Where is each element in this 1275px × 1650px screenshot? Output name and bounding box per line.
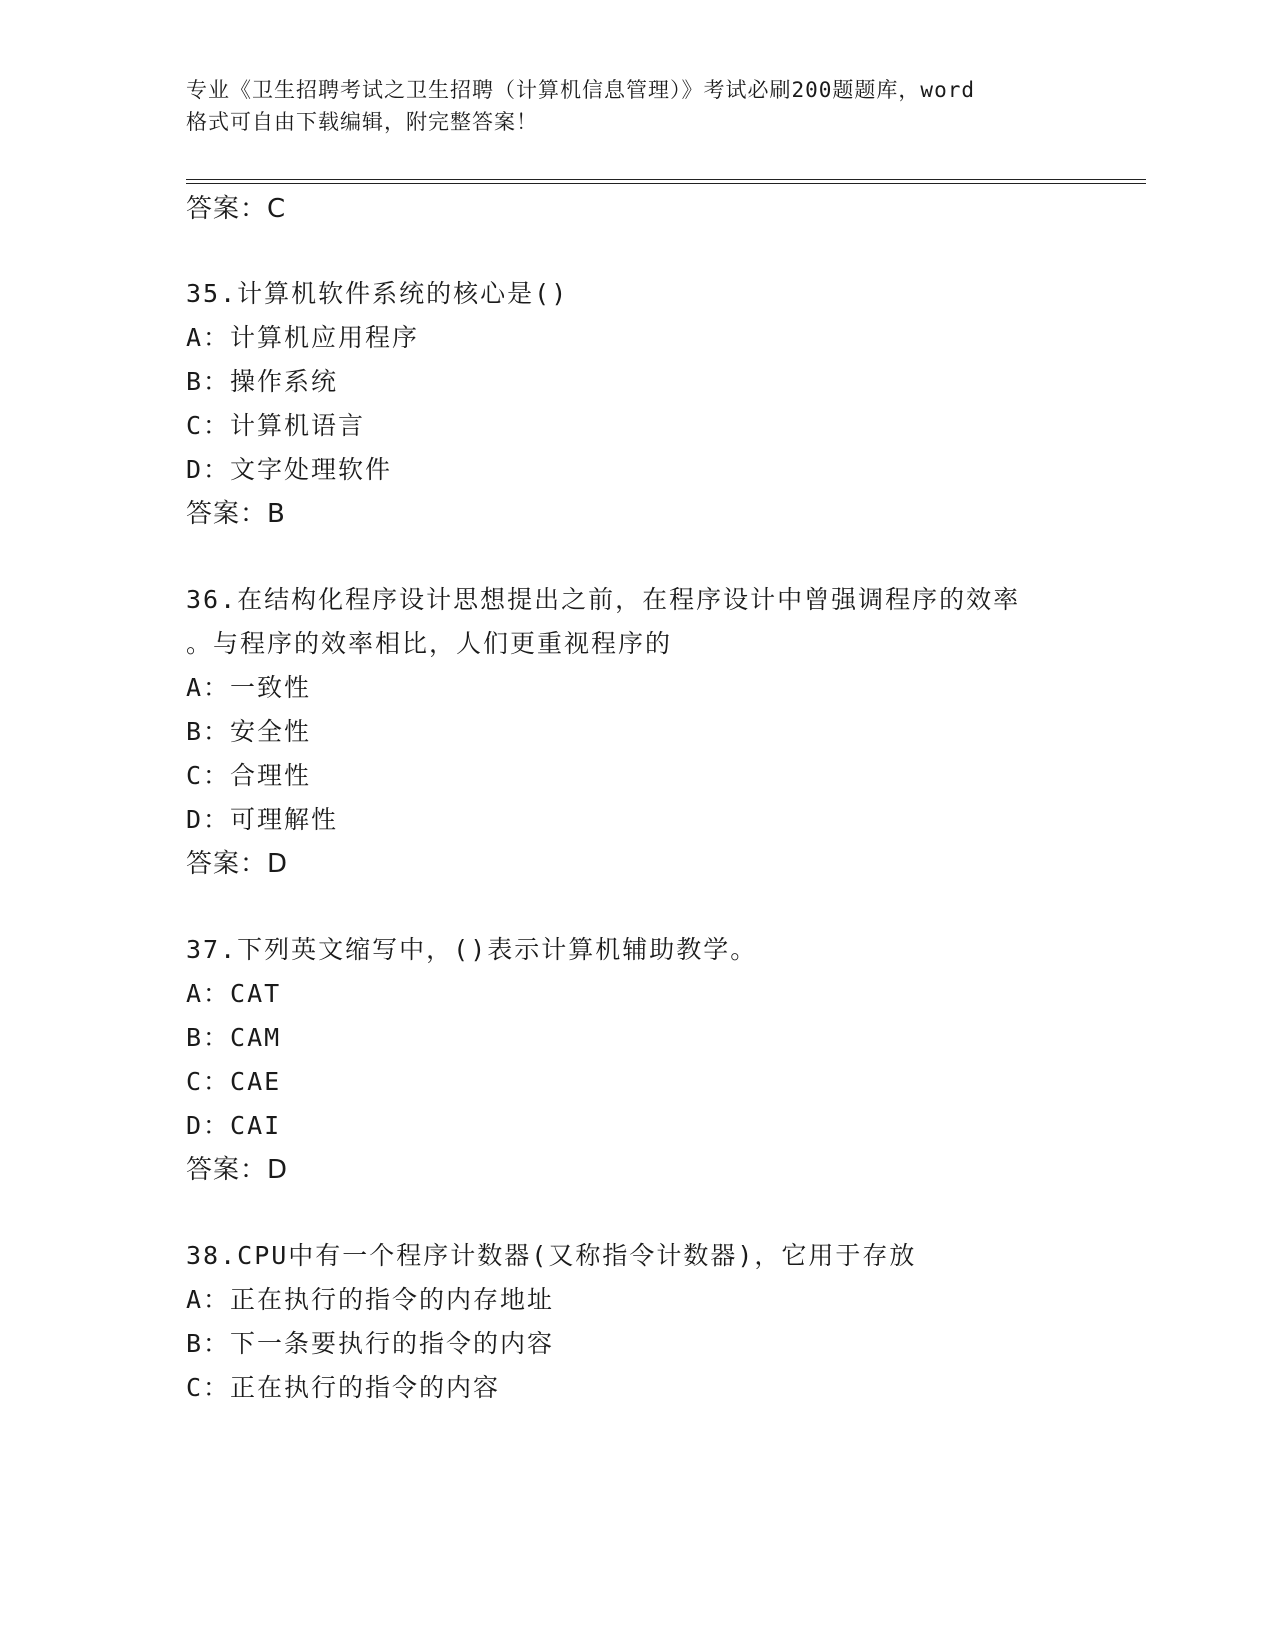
header-line-1: 专业《卫生招聘考试之卫生招聘（计算机信息管理）》考试必刷200题题库，word [186,78,975,102]
question-38-stem: 38.CPU中有一个程序计数器(又称指令计数器)，它用于存放 [186,1241,917,1270]
question-36-option-d: D：可理解性 [186,805,339,834]
question-35-option-a: A：计算机应用程序 [186,323,420,352]
question-36-option-c: C：合理性 [186,761,312,790]
question-37-answer: 答案：D [186,1155,289,1185]
document-header [186,74,1086,138]
question-36-stem-line-1: 36.在结构化程序设计思想提出之前，在程序设计中曾强调程序的效率 [186,585,1021,614]
question-37-option-a: A：CAT [186,979,282,1008]
previous-answer: 答案：C [186,194,287,224]
question-36-option-a: A：一致性 [186,673,312,702]
question-35-option-c: C：计算机语言 [186,411,366,440]
header-line-2: 格式可自由下载编辑，附完整答案！ [186,110,538,134]
question-38-option-b: B：下一条要执行的指令的内容 [186,1329,555,1358]
question-37-option-b: B：CAM [186,1023,282,1052]
question-37-stem: 37.下列英文缩写中，()表示计算机辅助教学。 [186,935,758,964]
question-35-answer: 答案：B [186,499,286,529]
question-35-option-d: D：文字处理软件 [186,455,393,484]
question-38-option-a: A：正在执行的指令的内存地址 [186,1285,555,1314]
question-37-option-d: D：CAI [186,1111,282,1140]
question-35-option-b: B：操作系统 [186,367,339,396]
question-36-answer: 答案：D [186,849,289,879]
question-37-option-c: C：CAE [186,1067,282,1096]
header-divider-bottom [186,183,1146,184]
header-divider-top [186,179,1146,180]
question-35-stem: 35.计算机软件系统的核心是() [186,279,569,308]
question-36-stem-line-2: 。与程序的效率相比，人们更重视程序的 [186,629,673,658]
question-38-option-c: C：正在执行的指令的内容 [186,1373,501,1402]
question-36-option-b: B：安全性 [186,717,312,746]
